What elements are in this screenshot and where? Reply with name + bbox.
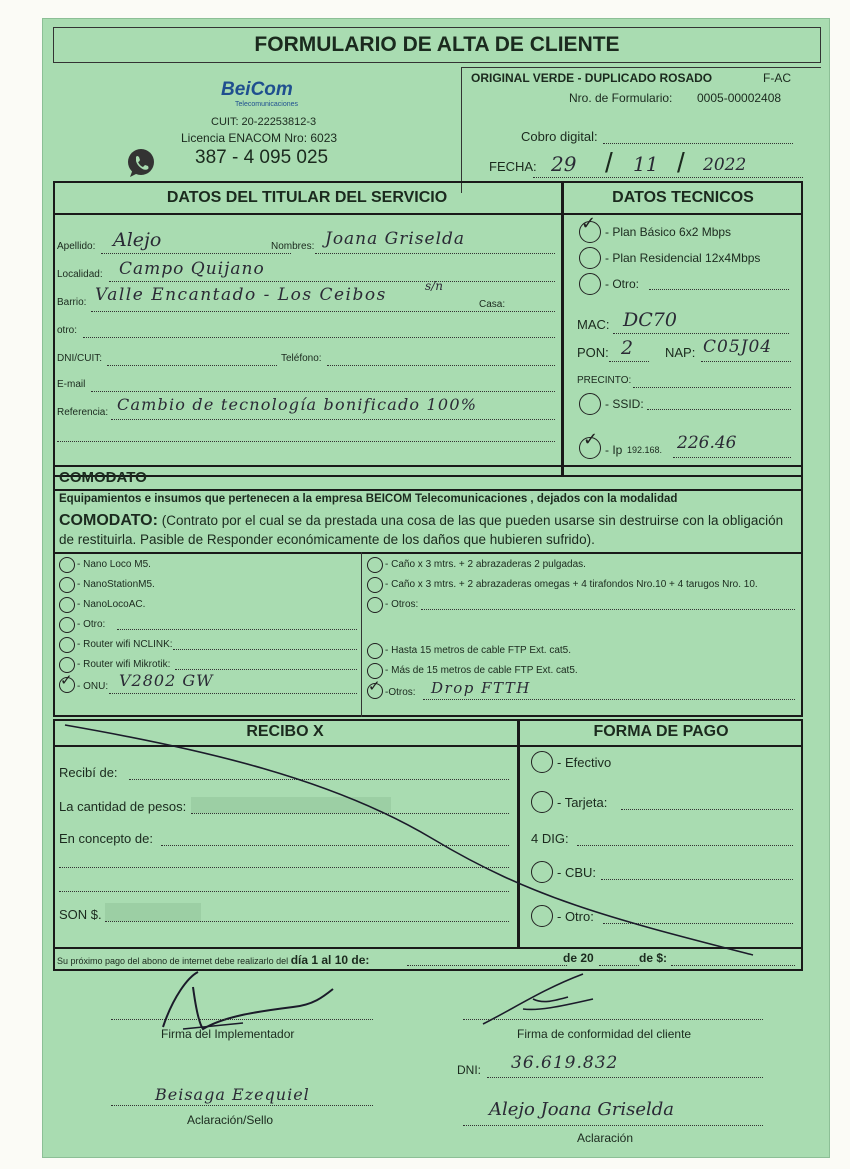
date-slash-1: / (605, 147, 613, 178)
company-phone: 387 - 4 095 025 (195, 147, 329, 168)
right-otros-line (421, 609, 795, 610)
cano-2pulg-radio[interactable] (367, 557, 383, 573)
otro-line (83, 337, 555, 338)
efectivo-label: - Efectivo (557, 755, 612, 770)
cliente-signature (473, 969, 623, 1029)
nclink-radio[interactable] (59, 637, 75, 653)
nanoloco-label: - Nano Loco M5. (77, 559, 151, 570)
left-otro-radio[interactable] (59, 617, 75, 633)
form-code: F-AC (763, 71, 791, 85)
cano-omegas-radio[interactable] (367, 577, 383, 593)
mac-value: DC70 (623, 309, 677, 331)
nombres-label: Nombres: (271, 241, 315, 252)
apellido-value: Alejo (113, 229, 162, 251)
conformidad-line (463, 1019, 763, 1020)
localidad-value: Campo Quijano (119, 259, 265, 279)
plan-basico-label: - Plan Básico 6x2 Mbps (605, 225, 732, 239)
next-payment-prefix: Su próximo pago del abono de internet debe realizarlo del (57, 956, 289, 966)
apellido-line (101, 253, 291, 254)
form-number-label: Nro. de Formulario: (569, 91, 673, 105)
pago-otro-label: - Otro: (557, 909, 594, 924)
header-rule (461, 67, 821, 68)
barrio-value: Valle Encantado - Los Ceibos (95, 285, 387, 305)
otros-drop-value: Drop FTTH (431, 679, 531, 697)
nap-line (701, 361, 791, 362)
titular-heading-rule (53, 213, 803, 215)
ip-value: 226.46 (677, 433, 737, 453)
date-year: 2022 (703, 155, 747, 175)
logo-subtext: Telecomunicaciones (235, 101, 299, 108)
telefono-line (327, 365, 555, 366)
form-sheet (42, 18, 830, 1158)
next-payment-year-label: de 20 (563, 951, 594, 965)
plan-basico-check: ✓ (581, 213, 597, 234)
mac-line (613, 333, 789, 334)
next-payment-amount-label: de $: (639, 951, 668, 965)
pon-value: 2 (621, 337, 634, 359)
cliente-dni-label: DNI: (457, 1063, 481, 1077)
right-otros-radio[interactable] (367, 597, 383, 613)
cable-mas15-label: - Más de 15 metros de cable FTP Ext. cat5. (385, 665, 578, 676)
mac-label: MAC: (577, 317, 610, 332)
form-number: 0005-00002408 (697, 91, 782, 105)
comodato-heading-rule (53, 489, 803, 491)
tarjeta-label: - Tarjeta: (557, 795, 608, 810)
pon-line (609, 361, 649, 362)
nclink-line (173, 649, 357, 650)
barrio-label: Barrio: (57, 297, 87, 308)
precinto-label: PRECINTO: (577, 375, 632, 386)
header-divider (461, 67, 462, 193)
barrio-line (91, 311, 555, 312)
email-label: E-mail (57, 379, 86, 390)
mikrotik-line (175, 669, 357, 670)
aclaracion-value: Alejo Joana Griselda (489, 1099, 675, 1120)
telefono-label: Teléfono: (281, 353, 322, 364)
plan-residencial-radio[interactable] (579, 247, 601, 269)
nombres-value: Joana Griselda (325, 229, 466, 249)
company-cuit: CUIT: 20-22253812-3 (211, 116, 317, 128)
aclaracion-sello-value: Beisaga Ezequiel (155, 1085, 310, 1104)
referencia-value: Cambio de tecnología bonificado 100% (117, 395, 478, 414)
comodato-intro: Equipamientos e insumos que pertenecen a la empresa BEICOM Telecomunicaciones , dejados con la modalidad (59, 493, 678, 505)
nanolocoac-radio[interactable] (59, 597, 75, 613)
ip-prefix: 192.168. (627, 445, 663, 455)
mikrotik-label: - Router wifi Mikrotik: (77, 659, 171, 670)
nap-label: NAP: (665, 345, 696, 360)
son-label: SON $. (59, 907, 102, 922)
comodato-heading: COMODATO (59, 469, 147, 486)
otro-label: otro: (57, 325, 78, 336)
aclaracion-sello-label: Aclaración/Sello (187, 1113, 274, 1127)
plan-otro-radio[interactable] (579, 273, 601, 295)
nanostation-radio[interactable] (59, 577, 75, 593)
comodato-list-rule (53, 552, 803, 554)
cano-omegas-label: - Caño x 3 mtrs. + 2 abrazaderas omegas + 4 tirafondos Nro.10 + 4 tarugos Nro. 10. (385, 579, 758, 590)
ip-check: ✓ (583, 429, 599, 450)
onu-line (109, 693, 357, 694)
casa-label: Casa: (479, 299, 506, 310)
localidad-label: Localidad: (57, 269, 103, 280)
left-otro-line (117, 629, 357, 630)
cable-15-label: - Hasta 15 metros de cable FTP Ext. cat5. (385, 645, 572, 656)
concepto-label: En concepto de: (59, 831, 153, 846)
ssid-label: - SSID: (605, 397, 644, 411)
titular-heading: DATOS DEL TITULAR DEL SERVICIO (166, 189, 448, 206)
onu-value: V2802 GW (119, 671, 214, 690)
cbu-label: - CBU: (557, 865, 596, 880)
aclaracion-line (463, 1125, 763, 1126)
apellido-label: Apellido: (57, 241, 96, 252)
nanostation-label: - NanoStationM5. (77, 579, 155, 590)
plan-otro-line (649, 289, 789, 290)
aclaracion-label: Aclaración (577, 1131, 634, 1145)
localidad-line (109, 281, 555, 282)
tecnicos-divider (561, 181, 564, 477)
cantidad-label: La cantidad de pesos: (59, 799, 187, 814)
plan-residencial-label: - Plan Residencial 12x4Mbps (605, 251, 761, 265)
onu-check: ✓ (60, 671, 73, 689)
ssid-radio[interactable] (579, 393, 601, 415)
form-title: FORMULARIO DE ALTA DE CLIENTE (254, 33, 620, 56)
next-payment-days: día 1 al 10 de: (290, 953, 370, 967)
implementador-label: Firma del Implementador (161, 1027, 295, 1041)
cano-2pulg-label: - Caño x 3 mtrs. + 2 abrazaderas 2 pulgadas. (385, 559, 586, 570)
ip-line (673, 457, 791, 458)
date-day: 29 (551, 152, 577, 176)
cable-15-radio[interactable] (367, 643, 383, 659)
cliente-dni-line (487, 1077, 763, 1078)
company-license: Licencia ENACOM Nro: 6023 (181, 131, 338, 145)
dig-label: 4 DIG: (531, 831, 569, 846)
otros-drop-check: ✓ (368, 677, 381, 695)
company-logo (221, 79, 301, 108)
comodato-term: COMODATO: (59, 512, 158, 529)
tecnicos-heading: DATOS TECNICOS (612, 189, 754, 206)
otros-drop-line (423, 699, 795, 700)
ip-label: - Ip (605, 443, 623, 457)
dni-line (107, 365, 277, 366)
pon-label: PON: (577, 345, 609, 360)
referencia-label: Referencia: (57, 407, 109, 418)
comodato-definition-block (59, 511, 799, 549)
digital-charge-line (603, 143, 793, 144)
date-line (533, 177, 803, 178)
nanolocoac-label: - NanoLocoAC. (77, 599, 146, 610)
recibi-label: Recibí de: (59, 765, 118, 780)
cliente-dni-value: 36.619.832 (511, 1053, 619, 1073)
nap-value: C05J04 (703, 337, 773, 357)
whatsapp-icon (125, 147, 157, 179)
aclaracion-sello-line (111, 1105, 373, 1106)
ssid-line (647, 409, 791, 410)
date-label: FECHA: (489, 159, 537, 174)
otros-drop-label: -Otros: (385, 687, 416, 698)
onu-label: - ONU: (77, 681, 109, 692)
comodato-definition: (Contrato por el cual se da prestada una cosa de las que pueden usarse sin destruirse con la obligación de restituirla. Pasible de Responder económicamente de los daños que hubieren sufrido). (59, 513, 784, 547)
casa-value: s/n (425, 279, 443, 293)
comodato-list-divider (361, 552, 362, 717)
conformidad-label: Firma de conformidad del cliente (517, 1027, 692, 1041)
email-line (91, 391, 555, 392)
referencia-line (111, 419, 555, 420)
referencia-line-2 (57, 441, 555, 442)
date-month: 11 (633, 152, 659, 176)
logo-text: BeiCom (221, 79, 293, 100)
dni-label: DNI/CUIT: (57, 353, 102, 364)
recibo-cancel-stroke (53, 719, 803, 971)
pago-heading: FORMA DE PAGO (593, 723, 729, 740)
nclink-label: - Router wifi NCLINK: (77, 639, 173, 650)
digital-charge-label: Cobro digital: (521, 129, 598, 144)
plan-otro-label: - Otro: (605, 277, 640, 291)
date-slash-2: / (677, 147, 685, 178)
recibo-heading: RECIBO X (246, 723, 324, 740)
precinto-line (633, 387, 791, 388)
left-otro-label: - Otro: (77, 619, 106, 630)
nanoloco-radio[interactable] (59, 557, 75, 573)
right-otros-label: - Otros: (385, 599, 419, 610)
implementador-line (111, 1019, 373, 1020)
copies-label: ORIGINAL VERDE - DUPLICADO ROSADO (471, 71, 713, 85)
nombres-line (315, 253, 555, 254)
